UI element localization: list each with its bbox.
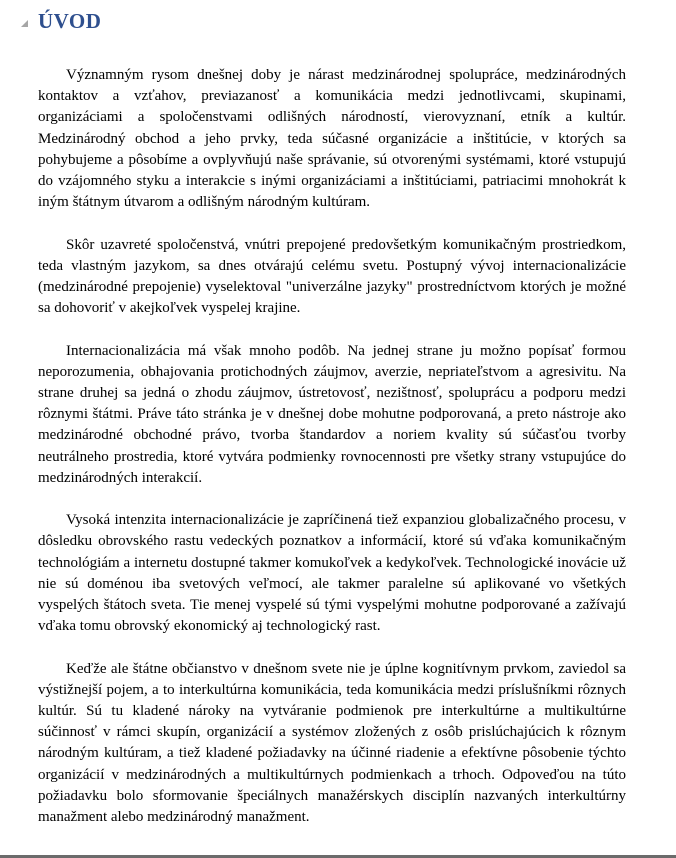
heading-row (0, 8, 676, 38)
paragraph: Internacionalizácia má však mnoho podôb. Na jednej strane ju možno popísať formou neporozumenia, obhajovania protichodných záujmov, averzie, nepriateľstvom a agresivitu. Na strane druhej sa jedná o zhodu záujmov, ústretovosť, nezištnosť, spoluprácu a podporu medzi rôznymi štátmi. Práve táto stránka je v dnešnej dobe mohutne podporovaná, a preto nástroje ako medzinárodné obchodné právo, tvorba štandardov a noriem kvality sú súčasťou tvorby neutrálneho prostredia, ktoré vytvára podmienky rovnocennosti pre všetky strany vstupujúce do medzinárodných interakcií. (38, 342, 626, 486)
paragraph: Vysoká intenzita internacionalizácie je zapríčinená tiež expanziou globalizačného procesu, v dôsledku obrovského rastu vedeckých poznatkov a informácií, ktoré sú vďaka komunikačným technológiám a internetu dostupné takmer komukoľvek a kedykoľvek. Technologické inovácie už nie sú doménou iba svetových veľmocí, ale takmer paralelne sú aplikované vo všetkých vyspelých štátoch sveta. Tie menej vyspelé sú tými vyspelými mohutne podporované a zažívajú vďaka tomu obrovský ekonomický aj technologický rast. (38, 512, 626, 635)
paragraph: Keďže ale štátne občianstvo v dnešnom svete nie je úplne kognitívnym prvkom, zaviedol sa výstižnejší pojem, a to interkultúrna komunikácia, teda komunikácia medzi príslušníkmi rôznych kultúr. Sú tu kladené nároky na vytváranie podmienok pre interkultúrne a multikultúrne súčinnosť v rámci skupín, organizácií a systémov zložených z osôb prislúchajúcich k rôznym národným kultúram, a tiež kladené požiadavky na účinné riadenie a efektívne pôsobenie týchto organizácií v medzinárodných a multikultúrnych podmienkach a trhoch. Odpoveďou na túto požiadavku bolo sformovanie špeciálnych manažérskych disciplín nazvaných interkultúrny manažment alebo medzinárodný manažment. (38, 660, 626, 826)
paragraph: Skôr uzavreté spoločenstvá, vnútri prepojené predovšetkým komunikačným prostriedkom, teda vlastným jazykom, sa dnes otvárajú celému svetu. Postupný vývoj internacionalizácie (medzinárodné prepojenie) vyselektoval "univerzálne jazyky" prostredníctvom ktorých je možné sa dohovoriť v akejkoľvek vyspelej krajine. (38, 236, 626, 317)
page-title: ÚVOD (38, 9, 102, 33)
paragraph: Významným rysom dnešnej doby je nárast medzinárodnej spolupráce, medzinárodných kontaktov a vzťahov, previazanosť a komunikácia medzi jednotlivcami, skupinami, organizáciami a spoločenstvami odlišných národností, vierovyznaní, etník a kultúr. Medzinárodný obchod a jeho prvky, teda súčasné organizácie a inštitúcie, v ktorých sa pohybujeme a pôsobíme a ovplyvňujú naše správanie, sú otvorenými systémami, ktoré vstupujú do vzájomného styku a interakcie s inými organizáciami a inštitúciami, patriacimi mnohokrát k iným štátnym útvarom a odlišným národným kultúram. (38, 67, 626, 211)
document-body (38, 65, 626, 849)
collapse-heading-icon[interactable] (21, 20, 28, 27)
